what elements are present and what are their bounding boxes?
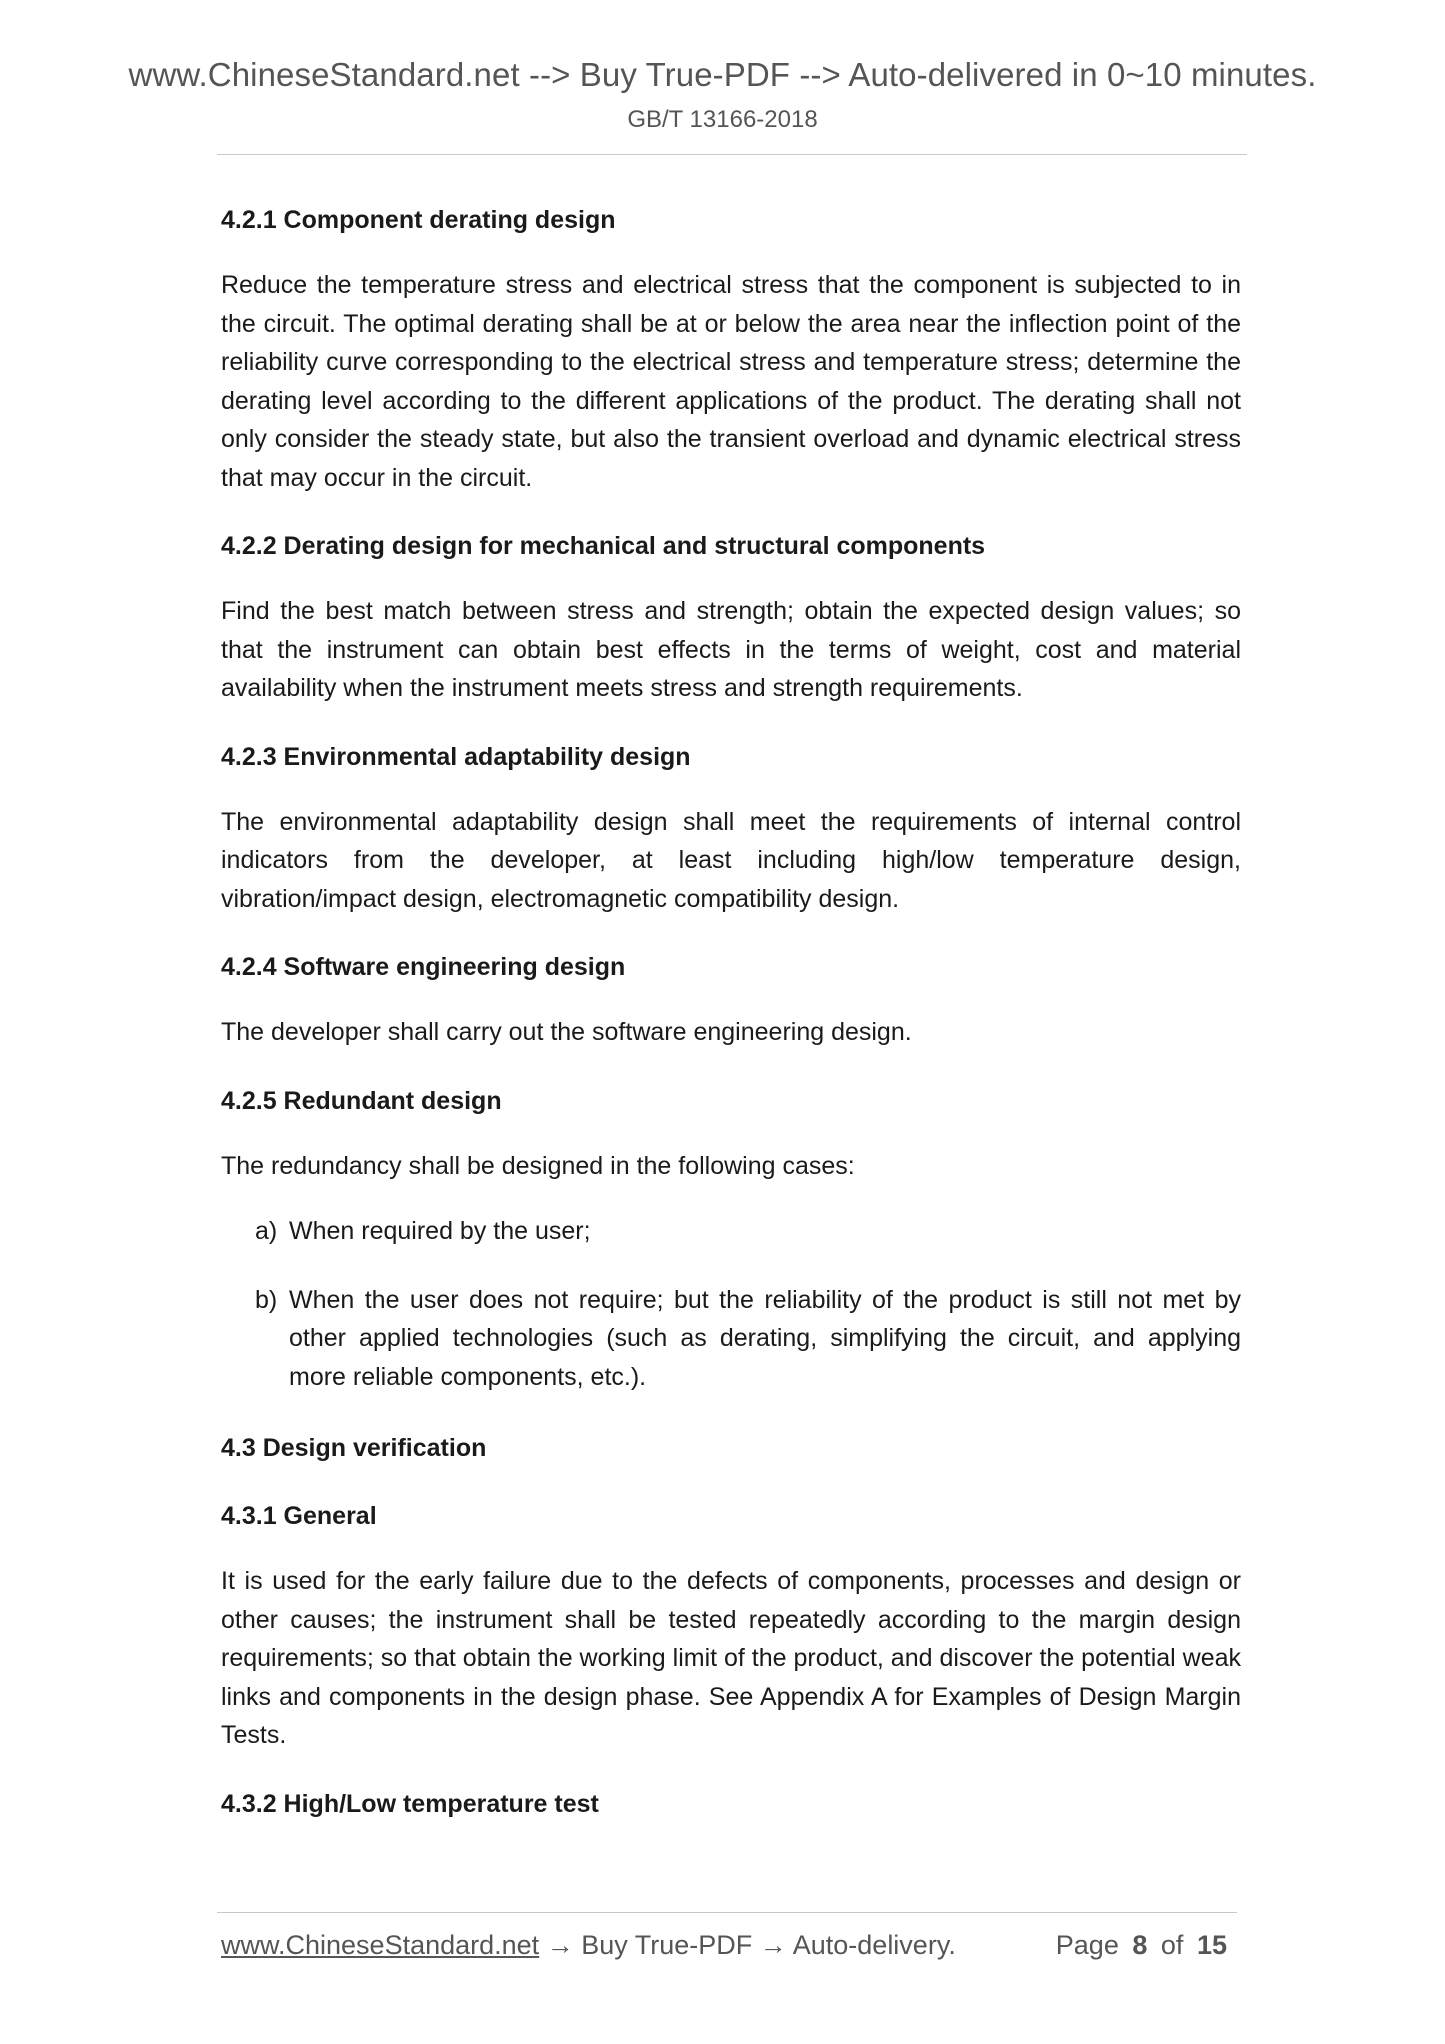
- list-item-text: When the user does not require; but the reliability of the product is still not met by other applied technologies (such as derating, simplifying the circuit, and applying more reliable components, etc.).: [289, 1285, 1241, 1391]
- section-4-2-1-title: 4.2.1 Component derating design: [221, 206, 616, 234]
- section-4-3-1-title: 4.3.1 General: [221, 1502, 377, 1530]
- section-4-3-2-title: 4.3.2 High/Low temperature test: [221, 1789, 599, 1818]
- section-4-2-5-title: 4.2.5 Redundant design: [221, 1086, 502, 1115]
- section-4-2-4-body: The developer shall carry out the software engineering design.: [221, 1018, 912, 1046]
- standard-code: GB/T 13166-2018: [627, 106, 818, 133]
- section-4-2-4-title: 4.2.4 Software engineering design: [221, 953, 626, 981]
- header-divider: [217, 154, 1247, 155]
- footer-divider: [217, 1912, 1237, 1913]
- section-4-2-2-body: Find the best match between stress and strength; obtain the expected design values; so that the instrument can obtain best effects in the terms of weight, cost and material availability when the instrument meets stress and strength requirements.: [221, 597, 1241, 702]
- page-word: Page: [1055, 1930, 1119, 1960]
- section-4-3-title: 4.3 Design verification: [221, 1434, 487, 1462]
- page-total: 15: [1196, 1930, 1227, 1960]
- section-4-3-1-body: It is used for the early failure due to the defects of components, processes and design or other causes; the instrument shall be tested repeatedly according to the margin design requirements; so that obtain the working limit of the product, and discover the potential weak links and components in the design phase. See Appendix A for Examples of Design Margin Tests.: [221, 1567, 1242, 1749]
- list-marker: a): [255, 1217, 278, 1245]
- list-marker: b): [255, 1285, 278, 1314]
- page-current: 8: [1132, 1930, 1148, 1960]
- section-4-2-2-title: 4.2.2 Derating design for mechanical and structural components: [221, 532, 986, 560]
- footer-tagline: → Buy True-PDF → Auto-delivery.: [539, 1930, 956, 1960]
- footer-left: [221, 1930, 956, 1961]
- list-item-text: When required by the user;: [289, 1217, 591, 1245]
- of-word: of: [1160, 1930, 1184, 1960]
- section-4-2-5-body: The redundancy shall be designed in the following cases:: [221, 1151, 855, 1180]
- section-4-2-3-title: 4.2.3 Environmental adaptability design: [221, 742, 691, 771]
- section-4-2-3-body: The environmental adaptability design shall meet the requirements of internal control indicators from the developer, at least including high/low temperature design, vibration/impact design, electromagnetic compatibility design.: [221, 807, 1241, 913]
- page-indicator: [1056, 1930, 1233, 1961]
- section-4-2-1-body: Reduce the temperature stress and electrical stress that the component is subjected to in the circuit. The optimal derating shall be at or below the area near the inflection point of the reliability curve corresponding to the electrical stress and temperature stress; determine the derating level according to the different applications of the product. The derating shall not only consider the steady state, but also the transient overload and dynamic electrical stress that may occur in the circuit.: [221, 271, 1241, 492]
- footer-site-link[interactable]: www.ChineseStandard.net: [221, 1930, 540, 1960]
- list-item: [221, 1281, 1241, 1397]
- page-footer: [221, 1930, 1233, 1970]
- list-item: [221, 1212, 1241, 1251]
- header-banner: www.ChineseStandard.net --> Buy True-PDF --> Auto-delivered in 0~10 minutes.: [128, 56, 1317, 93]
- document-body: [221, 198, 1241, 1850]
